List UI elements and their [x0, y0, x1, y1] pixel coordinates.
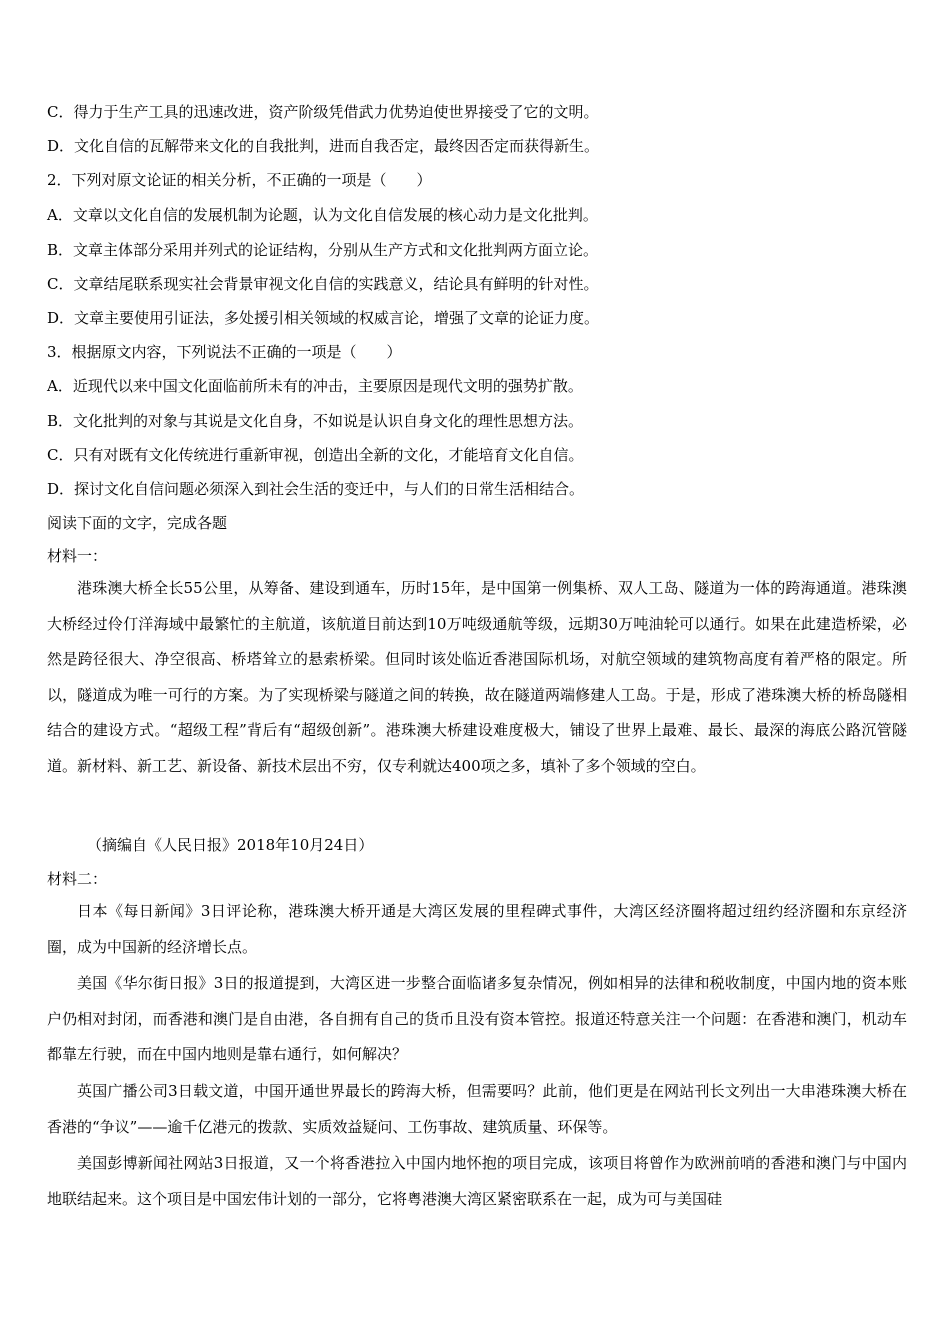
- material2-paragraph-4: 美国彭博新闻社网站3日报道，又一个将香港拉入中国内地怀抱的项目完成，该项目将曾作为欧洲前哨的香港和澳门与中国内地联结起来。这个项目是中国宏伟计划的一部分，它将粤港澳大湾区紧密联系在一起，成为可与美国硅: [47, 1154, 907, 1208]
- q1-option-d: D．文化自信的瓦解带来文化的自我批判，进而自我否定，最终因否定而获得新生。: [47, 137, 600, 155]
- q2-option-a: A．文章以文化自信的发展机制为论题，认为文化自信发展的核心动力是文化批判。: [47, 206, 598, 224]
- q2-option-b: B．文章主体部分采用并列式的论证结构，分别从生产方式和文化批判两方面立论。: [47, 241, 599, 259]
- q3-option-a: A．近现代以来中国文化面临前所未有的冲击，主要原因是现代文明的强势扩散。: [47, 377, 583, 395]
- material2-heading: 材料二：: [47, 870, 108, 888]
- material2-paragraph-3: 英国广播公司3日载文道，中国开通世界最长的跨海大桥，但需要吗？此前，他们更是在网站刊长文列出一大串港珠澳大桥在香港的“争议”——逾千亿港元的拨款、实质效益疑问、工伤事故、建筑质量、环保等。: [47, 1082, 907, 1136]
- q2-stem: 2．下列对原文论证的相关分析，不正确的一项是（ ）: [47, 171, 432, 189]
- q3-option-c: C．只有对既有文化传统进行重新审视，创造出全新的文化，才能培育文化自信。: [47, 446, 584, 464]
- material2-paragraph-1: 日本《每日新闻》3日评论称，港珠澳大桥开通是大湾区发展的里程碑式事件，大湾区经济圈将超过纽约经济圈和东京经济圈，成为中国新的经济增长点。: [47, 902, 907, 956]
- material1-heading: 材料一：: [47, 547, 108, 565]
- material1-paragraph: 港珠澳大桥全长55公里，从筹备、建设到通车，历时15年，是中国第一例集桥、双人工岛、隧道为一体的跨海通道。港珠澳大桥经过伶仃洋海域中最繁忙的主航道，该航道目前达到10万吨级通航等级，远期30万吨油轮可以通行。如果在此建造桥梁，必然是跨径很大、净空很高、桥塔耸立的悬索桥梁。但同时该处临近香港国际机场，对航空领域的建筑物高度有着严格的限定。所以，隧道成为唯一可行的方案。为了实现桥梁与隧道之间的转换，故在隧道两端修建人工岛。于是，形成了港珠澳大桥的桥岛隧相结合的建设方式。“超级工程”背后有“超级创新”。港珠澳大桥建设难度极大，铺设了世界上最难、最长、最深的海底公路沉管隧道。新材料、新工艺、新设备、新技术层出不穷，仅专利就达400项之多，填补了多个领域的空白。: [47, 579, 907, 775]
- material2-paragraph-2: 美国《华尔街日报》3日的报道提到，大湾区进一步整合面临诸多复杂情况，例如相异的法律和税收制度，中国内地的资本账户仍相对封闭，而香港和澳门是自由港，各自拥有自己的货币且没有资本管控。报道还特意关注一个问题：在香港和澳门，机动车都靠左行驶，而在中国内地则是靠右通行，如何解决？: [47, 974, 907, 1063]
- reading-intro: 阅读下面的文字，完成各题: [47, 514, 228, 532]
- q2-option-c: C．文章结尾联系现实社会背景审视文化自信的实践意义，结论具有鲜明的针对性。: [47, 275, 599, 293]
- q2-option-d: D．文章主要使用引证法，多处援引相关领域的权威言论，增强了文章的论证力度。: [47, 309, 600, 327]
- q3-option-b: B．文化批判的对象与其说是文化自身，不如说是认识自身文化的理性思想方法。: [47, 412, 584, 430]
- material1-source: （摘编自《人民日报》2018年10月24日）: [87, 836, 374, 854]
- q1-option-c: C．得力于生产工具的迅速改进，资产阶级凭借武力优势迫使世界接受了它的文明。: [47, 103, 599, 121]
- q3-option-d: D．探讨文化自信问题必须深入到社会生活的变迁中，与人们的日常生活相结合。: [47, 480, 585, 498]
- q3-stem: 3．根据原文内容，下列说法不正确的一项是（ ）: [47, 343, 402, 361]
